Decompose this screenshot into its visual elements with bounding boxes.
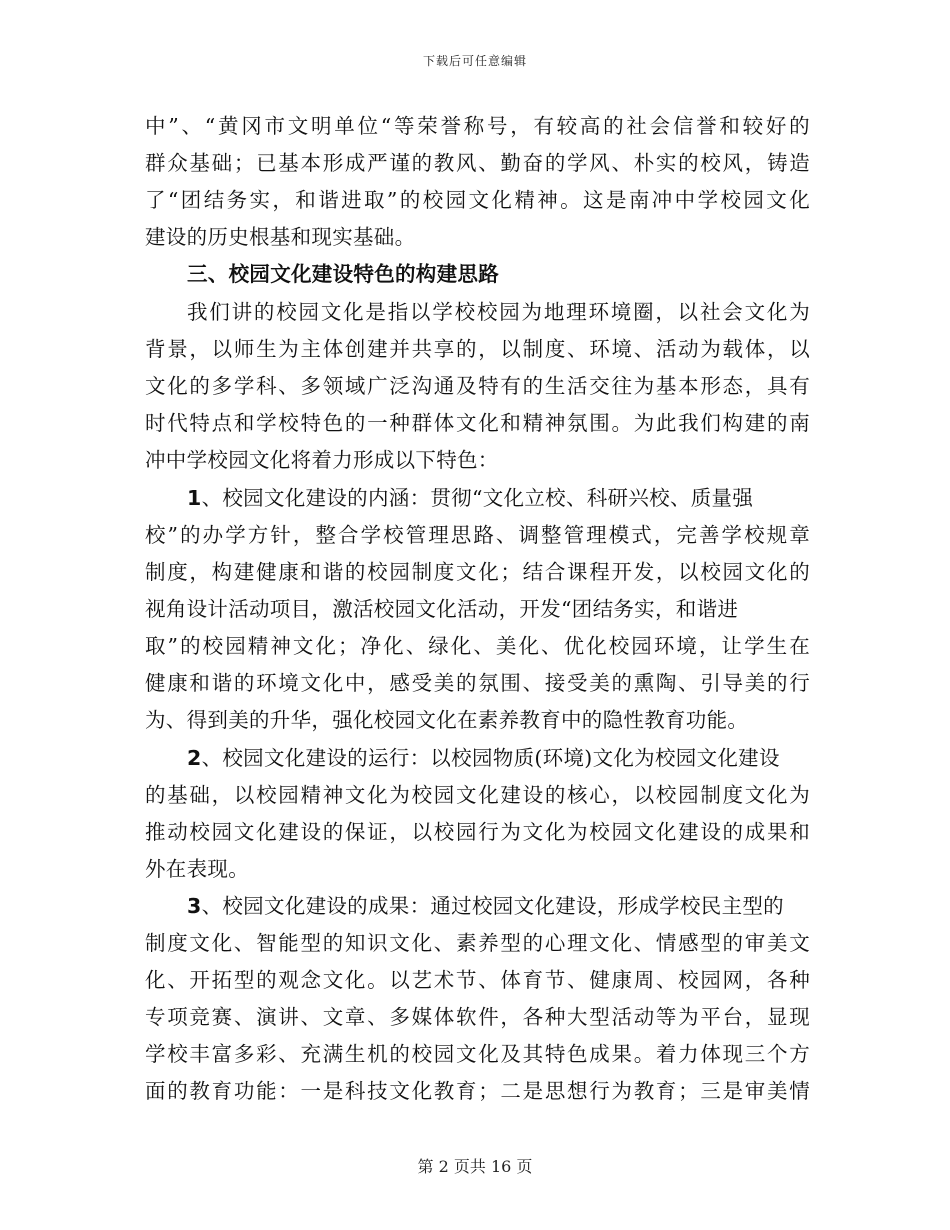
paragraph-line: 专项竞赛、演讲、文章、多媒体软件，各种大型活动等为平台，显现 <box>145 1005 810 1029</box>
paragraph-line: 背景，以师生为主体创建并共享的，以制度、环境、活动为载体，以 <box>145 337 810 361</box>
list-item-2 <box>187 740 810 776</box>
paragraph-line: 制度，构建健康和谐的校园制度文化；结合课程开发，以校园文化的 <box>145 560 810 584</box>
paragraph-line: 冲中学校园文化将着力形成以下特色： <box>145 448 499 472</box>
paragraph-line: 时代特点和学校特色的一种群体文化和精神氛围。为此我们构建的南 <box>145 411 810 435</box>
paragraph-line: 面的教育功能：一是科技文化教育；二是思想行为教育；三是审美情 <box>145 1079 810 1103</box>
paragraph-line: 取”的校园精神文化；净化、绿化、美化、优化校园环境，让学生在 <box>145 634 810 658</box>
paragraph-line: 为、得到美的升华，强化校园文化在素养教育中的隐性教育功能。 <box>145 708 749 732</box>
list-item-3 <box>187 888 810 924</box>
list-number: 3 <box>187 894 202 918</box>
list-item-1 <box>187 480 810 516</box>
paragraph-line: 、校园文化建设的内涵：贯彻“文化立校、科研兴校、质量强 <box>201 486 754 510</box>
paragraph-line: 视角设计活动项目，激活校园文化活动，开发“团结务实，和谐进 <box>145 597 739 621</box>
paragraph-line: 了“团结务实，和谐进取”的校园文化精神。这是南冲中学校园文化 <box>145 188 810 212</box>
paragraph-line: 、校园文化建设的运行：以校园物质(环境)文化为校园文化建设 <box>201 746 780 770</box>
page-header: 下载后可任意编辑 <box>422 54 527 68</box>
paragraph-line: 校”的办学方针，整合学校管理思路、调整管理模式，完善学校规章 <box>145 523 810 547</box>
section-heading: 三、校园文化建设特色的构建思路 <box>187 262 499 286</box>
paragraph-line: 制度文化、智能型的知识文化、素养型的心理文化、情感型的审美文 <box>145 931 810 955</box>
list-number: 2 <box>187 746 202 770</box>
list-number: 1 <box>187 486 202 510</box>
paragraph-line: 、校园文化建设的成果：通过校园文化建设，形成学校民主型的 <box>201 894 784 918</box>
paragraph-line: 群众基础；已基本形成严谨的教风、勤奋的学风、朴实的校风，铸造 <box>145 151 810 175</box>
paragraph-line: 健康和谐的环境文化中，感受美的氛围、接受美的熏陶、引导美的行 <box>145 671 810 695</box>
paragraph-line: 文化的多学科、多领域广泛沟通及特有的生活交往为基本形态，具有 <box>145 374 810 398</box>
paragraph-line: 学校丰富多彩、充满生机的校园文化及其特色成果。着力体现三个方 <box>145 1042 810 1066</box>
paragraph-line: 的基础，以校园精神文化为校园文化建设的核心，以校园制度文化为 <box>145 783 810 807</box>
paragraph-line: 化、开拓型的观念文化。以艺术节、体育节、健康周、校园网，各种 <box>145 968 810 992</box>
page-footer: 第 2 页共 16 页 <box>417 1157 533 1176</box>
paragraph-line: 中”、“黄冈市文明单位“等荣誉称号，有较高的社会信誉和较好的 <box>145 114 810 138</box>
paragraph-line: 建设的历史根基和现实基础。 <box>145 225 416 249</box>
paragraph-line: 推动校园文化建设的保证，以校园行为文化为校园文化建设的成果和 <box>145 820 810 844</box>
paragraph-line: 外在表现。 <box>145 857 249 881</box>
paragraph-line: 我们讲的校园文化是指以学校校园为地理环境圈，以社会文化为 <box>187 300 810 324</box>
